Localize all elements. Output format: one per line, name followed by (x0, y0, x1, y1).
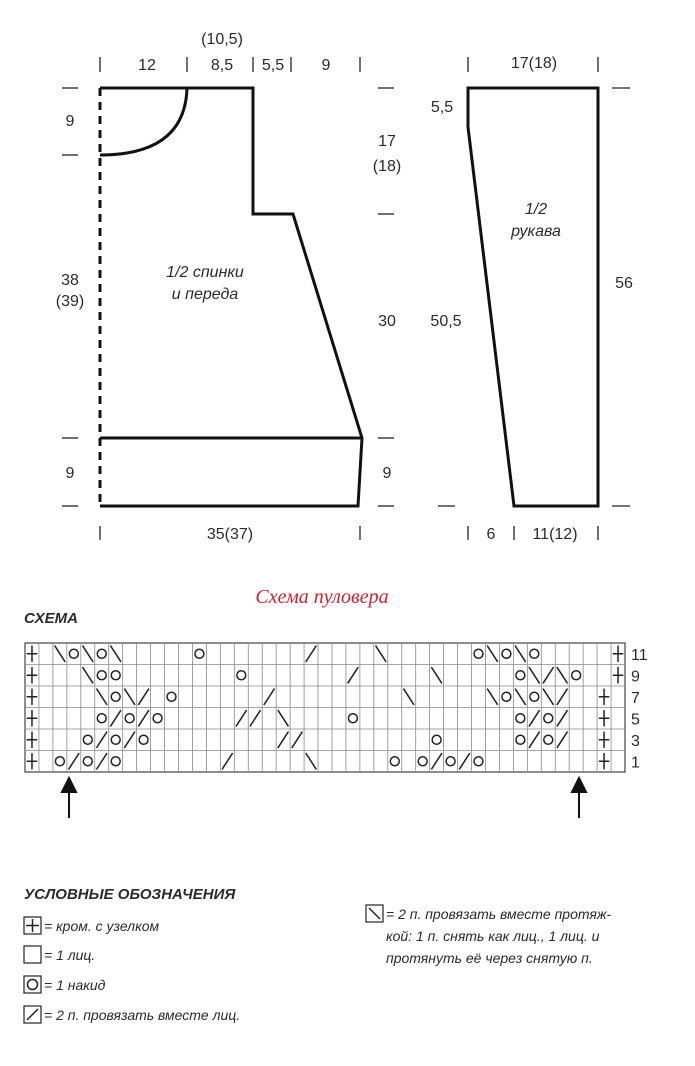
yarn-over-symbol (348, 714, 357, 723)
edge-stitch-symbol (27, 710, 38, 726)
ssk-symbol (110, 646, 121, 662)
body-label-1: 1/2 спинки (166, 264, 244, 281)
yarn-over-symbol (55, 757, 64, 766)
k2tog-symbol (529, 732, 540, 748)
sleeve-dim-50-5: 50,5 (430, 313, 462, 330)
yarn-over-symbol (544, 714, 553, 723)
stitch-chart (25, 643, 625, 772)
k2tog-symbol (96, 732, 107, 748)
edge-stitch-symbol (613, 667, 624, 683)
edge-stitch-symbol (599, 732, 610, 748)
yarn-over-symbol (97, 714, 106, 723)
k2tog-symbol (557, 689, 568, 705)
ssk-symbol (278, 710, 289, 726)
yarn-over-symbol (139, 735, 148, 744)
dim-mid-18: (18) (372, 158, 402, 175)
yarn-over-symbol (390, 757, 399, 766)
yarn-over-symbol (516, 671, 525, 680)
row-number-5: 5 (631, 711, 640, 729)
yarn-over-symbol (544, 735, 553, 744)
yarn-over-symbol (572, 671, 581, 680)
yarn-over-symbol (237, 671, 246, 680)
ssk-symbol (82, 646, 93, 662)
k2tog-symbol (529, 710, 540, 726)
sleeve-dim-56: 56 (615, 275, 633, 292)
ssk-symbol (403, 689, 414, 705)
yarn-over-symbol (97, 671, 106, 680)
k2tog-symbol (96, 753, 107, 769)
k2tog-symbol (306, 646, 317, 662)
yarn-over-symbol (125, 714, 134, 723)
k2tog-symbol (431, 753, 442, 769)
sleeve-dim-11: 11(12) (532, 526, 578, 543)
yarn-over-symbol (530, 692, 539, 701)
edge-stitch-symbol (27, 646, 38, 662)
yarn-over-symbol (418, 757, 427, 766)
sleeve-label-2: рукава (511, 223, 561, 240)
yarn-over-symbol (111, 692, 120, 701)
yarn-over-symbol (153, 714, 162, 723)
legend-yo (24, 976, 106, 993)
dim-left-9b: 9 (65, 465, 75, 482)
legend-k2tog (24, 1006, 240, 1023)
edge-stitch-symbol (613, 646, 624, 662)
ssk-symbol (543, 689, 554, 705)
dim-bottom: 35(37) (206, 526, 254, 543)
legend-ssk-line2: кой: 1 п. снять как лиц., 1 лиц. и (386, 928, 600, 944)
legend-title: УСЛОВНЫЕ ОБОЗНАЧЕНИЯ (24, 886, 236, 903)
ssk-symbol (96, 689, 107, 705)
yarn-over-symbol (111, 735, 120, 744)
dim-top-5-5: 5,5 (261, 57, 285, 74)
ssk-symbol (376, 646, 387, 662)
yarn-over-symbol (111, 757, 120, 766)
sleeve-label-1: 1/2 (524, 201, 548, 218)
dim-top-9: 9 (321, 57, 331, 74)
yarn-over-symbol (167, 692, 176, 701)
yarn-over-symbol (446, 757, 455, 766)
k2tog-symbol (264, 689, 275, 705)
legend-ssk-line3: протянуть её через снятую п. (386, 950, 593, 966)
legend-knit (24, 946, 95, 963)
ssk-symbol (431, 667, 442, 683)
row-number-1: 1 (631, 754, 640, 772)
yarn-over-symbol (97, 649, 106, 658)
k2tog-symbol (138, 710, 149, 726)
legend-ssk-line1: = 2 п. провязать вместе протяж- (386, 906, 612, 922)
dim-top-8-5: 8,5 (210, 57, 234, 74)
k2tog-symbol (236, 710, 247, 726)
k2tog-symbol (292, 732, 303, 748)
legend-knit-text: = 1 лиц. (44, 947, 96, 963)
yarn-over-symbol (516, 714, 525, 723)
yarn-over-symbol (111, 671, 120, 680)
yarn-over-symbol (83, 735, 92, 744)
body-label-2: и переда (171, 286, 239, 303)
yarn-over-symbol (474, 757, 483, 766)
yarn-over-symbol (502, 692, 511, 701)
edge-stitch-symbol (599, 710, 610, 726)
k2tog-symbol (222, 753, 233, 769)
ssk-symbol (487, 689, 498, 705)
dim-left-39: (39) (55, 293, 85, 310)
dim-left-9: 9 (65, 113, 75, 130)
k2tog-symbol (348, 667, 359, 683)
yarn-over-symbol (516, 735, 525, 744)
sleeve-top-dim: 17(18) (510, 55, 558, 72)
row-number-11: 11 (631, 646, 648, 664)
legend-yo-text: = 1 накид (44, 977, 106, 993)
k2tog-symbol (543, 667, 554, 683)
yarn-over-symbol (69, 649, 78, 658)
dim-top-10-5: (10,5) (201, 31, 243, 48)
k2tog-symbol (250, 710, 261, 726)
ssk-symbol (529, 667, 540, 683)
dim-mid-30: 30 (378, 313, 396, 330)
sleeve-dim-6: 6 (486, 526, 496, 543)
sleeve-dim-5-5: 5,5 (430, 99, 454, 116)
k2tog-symbol (557, 710, 568, 726)
ssk-symbol (82, 667, 93, 683)
k2tog-symbol (110, 710, 121, 726)
row-numbers (631, 647, 648, 772)
edge-stitch-symbol (27, 667, 38, 683)
edge-stitch-symbol (599, 689, 610, 705)
yarn-over-symbol (474, 649, 483, 658)
ssk-symbol (515, 689, 526, 705)
k2tog-symbol (459, 753, 470, 769)
k2tog-symbol (69, 753, 80, 769)
legend-ssk (366, 905, 611, 966)
edge-stitch-symbol (27, 689, 38, 705)
dim-left-38: 38 (61, 272, 79, 289)
yarn-over-symbol (195, 649, 204, 658)
red-title: Схема пуловера (255, 586, 389, 608)
body-schematic (56, 31, 401, 543)
row-number-7: 7 (631, 689, 640, 707)
row-number-9: 9 (631, 668, 640, 686)
k2tog-symbol (124, 732, 135, 748)
yarn-over-symbol (432, 735, 441, 744)
k2tog-symbol (557, 732, 568, 748)
legend-k2tog-text: = 2 п. провязать вместе лиц. (44, 1007, 241, 1023)
dim-mid-9: 9 (382, 465, 392, 482)
legend-edge-text: = кром. с узелком (44, 918, 160, 934)
dim-top-12: 12 (138, 57, 156, 74)
ssk-symbol (124, 689, 135, 705)
ssk-symbol (306, 753, 317, 769)
k2tog-symbol (138, 689, 149, 705)
yarn-over-symbol (530, 649, 539, 658)
chart-title: СХЕМА (24, 610, 78, 627)
chart-arrows (62, 778, 586, 818)
ssk-symbol (557, 667, 568, 683)
yarn-over-symbol (502, 649, 511, 658)
edge-stitch-symbol (599, 753, 610, 769)
k2tog-symbol (278, 732, 289, 748)
yarn-over-symbol (83, 757, 92, 766)
edge-stitch-symbol (27, 732, 38, 748)
legend-edge (24, 917, 159, 934)
ssk-symbol (515, 646, 526, 662)
sleeve-schematic (430, 55, 633, 543)
ssk-symbol (487, 646, 498, 662)
dim-mid-17: 17 (378, 133, 396, 150)
edge-stitch-symbol (27, 753, 38, 769)
row-number-3: 3 (631, 732, 640, 750)
ssk-symbol (55, 646, 66, 662)
